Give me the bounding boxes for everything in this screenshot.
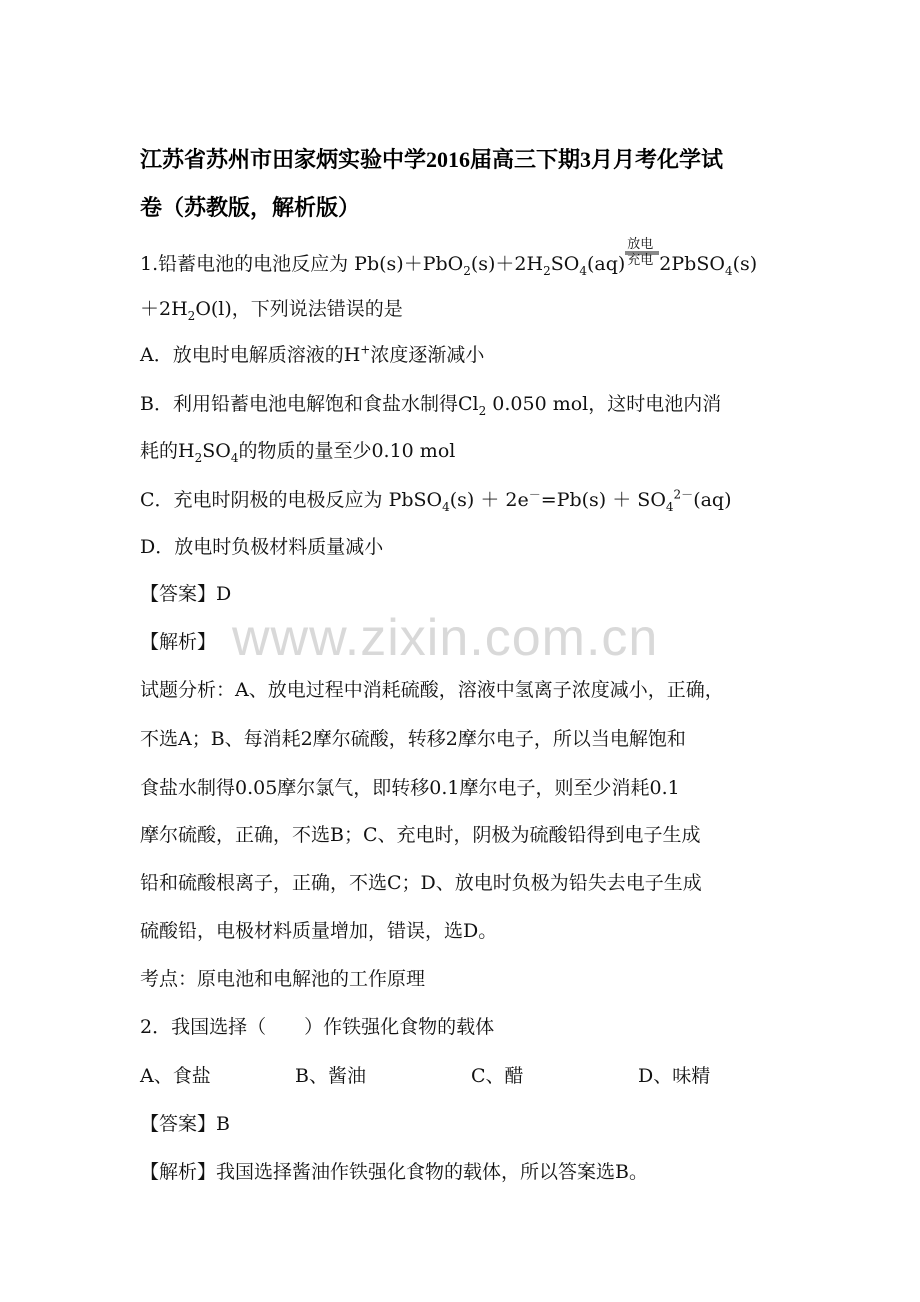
option-text: (aq): [693, 489, 732, 511]
q2-options: [140, 1061, 780, 1091]
option-text: C．充电时阴极的电极反应为 PbSO: [140, 489, 443, 511]
q1-stem-line-2: [140, 294, 403, 324]
q1-analysis-line: 摩尔硫酸，正确，不选B；C、充电时，阴极为硫酸铅得到电子生成: [140, 824, 701, 846]
q1-option-c: [140, 485, 732, 515]
q1-stem-text: 2PbSO: [659, 253, 725, 275]
option-text: 0.050 mol，这时电池内消: [486, 393, 722, 415]
q1-stem-text: (s): [732, 253, 758, 275]
q2-option-a: A、食盐: [140, 1065, 211, 1087]
option-text: 浓度逐渐减小: [370, 344, 485, 366]
q2-answer: 【答案】B: [140, 1113, 230, 1135]
q1-stem-text: (aq): [586, 253, 626, 275]
reaction-arrow: [625, 237, 659, 268]
q1-analysis-label: 【解析】: [140, 631, 217, 653]
q1-kaodian: 考点：原电池和电解池的工作原理: [140, 968, 426, 990]
q2-option-b: B、酱油: [295, 1065, 366, 1087]
q2-analysis: 【解析】我国选择酱油作铁强化食物的载体，所以答案选B。: [140, 1161, 648, 1183]
document-title-line-2: 卷（苏教版，解析版）: [140, 195, 361, 220]
subscript: 4: [579, 263, 587, 278]
q1-option-d: D．放电时负极材料质量减小: [140, 536, 384, 558]
subscript: 4: [230, 450, 239, 465]
subscript: 2: [463, 263, 471, 278]
q1-stem-text: (s)＋2H: [470, 253, 544, 275]
q1-option-a: [140, 340, 484, 370]
q1-analysis-line: 食盐水制得0.05摩尔氯气，即转移0.1摩尔电子，则至少消耗0.1: [140, 777, 680, 799]
subscript: 4: [442, 499, 450, 514]
option-text: (s) ＋ 2e: [449, 489, 529, 511]
option-text: 的物质的量至少0.10 mol: [238, 440, 456, 462]
option-text: 耗的H: [140, 440, 195, 462]
option-text: SO: [202, 440, 231, 462]
option-text: A．放电时电解质溶液的H: [140, 344, 361, 366]
q1-option-b-line-1: [140, 389, 721, 419]
subscript: 2: [194, 450, 203, 465]
q1-analysis-line: 硫酸铅，电极材料质量增加，错误，选D。: [140, 920, 498, 942]
q1-stem-text: ＋2H: [140, 298, 188, 320]
option-text: =Pb(s) ＋ SO: [540, 489, 666, 511]
subscript: 2: [478, 403, 487, 418]
subscript: 2: [187, 308, 196, 323]
superscript: +: [360, 342, 371, 357]
superscript: 2－: [673, 487, 694, 502]
subscript: 4: [665, 499, 674, 514]
arrow-label-discharge: 放电: [627, 237, 654, 252]
document-title-line-1: 江苏省苏州市田家炳实验中学2016届高三下期3月月考化学试: [140, 147, 724, 172]
q1-analysis-line: 试题分析：A、放电过程中消耗硫酸，溶液中氢离子浓度减小，正确，: [140, 679, 724, 701]
q2-option-d: D、味精: [638, 1065, 711, 1087]
subscript: 4: [724, 263, 733, 278]
q1-analysis-line: 铅和硫酸根离子，正确，不选C；D、放电时负极为铅失去电子生成: [140, 872, 702, 894]
superscript: －: [528, 487, 541, 502]
q1-stem-text: 1.铅蓄电池的电池反应为 Pb(s)＋PbO: [140, 253, 464, 275]
watermark: www.zixin.com.cn: [232, 609, 659, 667]
q1-stem-text: SO: [550, 253, 580, 275]
q1-stem-text: O(l)，下列说法错误的是: [195, 298, 403, 320]
subscript: 2: [543, 263, 551, 278]
q1-answer: 【答案】D: [140, 583, 232, 605]
q1-option-b-line-2: [140, 436, 455, 466]
option-text: B．利用铅蓄电池电解饱和食盐水制得Cl: [140, 393, 479, 415]
q2-stem: 2．我国选择（ ）作铁强化食物的载体: [140, 1016, 495, 1038]
q2-option-c: C、醋: [471, 1065, 524, 1087]
arrow-label-charge: 充电: [627, 253, 654, 268]
q1-analysis-line: 不选A；B、每消耗2摩尔硫酸，转移2摩尔电子，所以当电解饱和: [140, 728, 686, 750]
q1-stem-line-1: [140, 237, 758, 279]
